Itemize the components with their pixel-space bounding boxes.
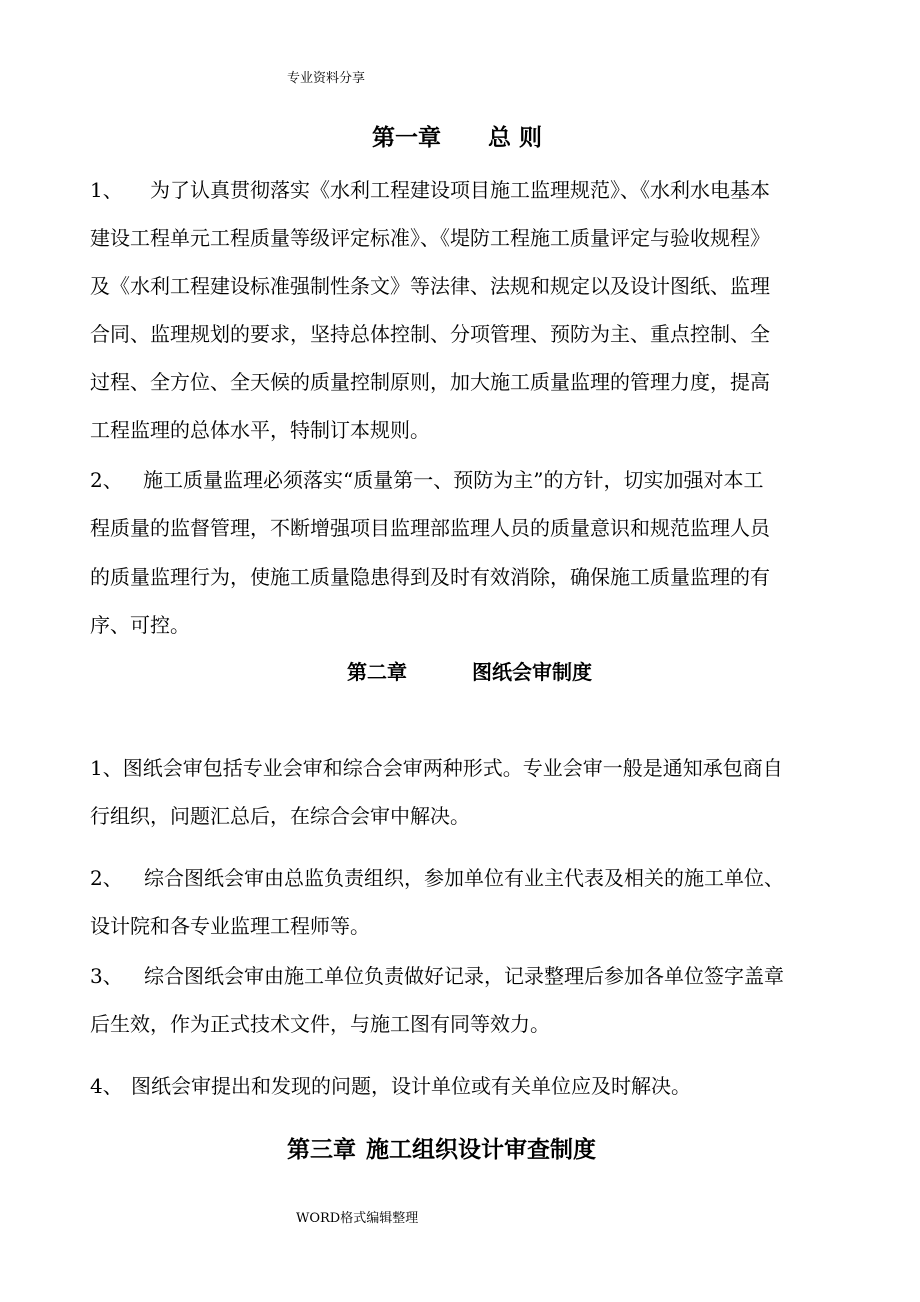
paragraph-line: 1、图纸会审包括专业会审和综合会审两种形式。专业会审一般是通知承包商自 [90,756,783,780]
paragraph-line: 合同、监理规划的要求，坚持总体控制、分项管理、预防为主、重点控制、全 [90,322,770,346]
item-number: 4、 [90,1074,123,1098]
page-header-label: 专业资料分享 [287,71,366,86]
chapter-3-number: 第三章 [287,1137,356,1163]
paragraph-line: 综合图纸会审由施工单位负责做好记录，记录整理后参加各单位签字盖章 [144,964,784,988]
paragraph-line: 建设工程单元工程质量等级评定标准》、《堤防工程施工质量评定与验收规程》 [90,226,770,250]
item-number: 3、 [90,964,123,988]
paragraph-line: 为了认真贯彻落实《水利工程建设项目施工监理规范》、《水利水电基本 [150,178,770,202]
paragraph-line: 过程、全方位、全天候的质量控制原则，加大施工质量监理的管理力度，提高 [90,370,770,394]
paragraph-line: 后生效，作为正式技术文件，与施工图有同等效力。 [90,1012,550,1036]
paragraph-line: 行组织，问题汇总后，在综合会审中解决。 [90,804,470,828]
paragraph-line: 综合图纸会审由总监负责组织，参加单位有业主代表及相关的施工单位、 [144,866,784,890]
chapter-2-title: 图纸会审制度 [472,660,592,684]
page-footer-label: WORD格式编辑整理 [296,1211,419,1226]
paragraph-line: 设计院和各专业监理工程师等。 [90,914,370,938]
paragraph-line: 及《水利工程建设标准强制性条文》等法律、法规和规定以及设计图纸、监理 [90,274,770,298]
item-number: 2、 [90,866,123,890]
paragraph-line: 序、可控。 [90,613,190,637]
chapter-1-title: 总 则 [488,125,543,151]
paragraph-line: 施工质量监理必须落实“质量第一、预防为主”的方针，切实加强对本工 [143,468,764,492]
paragraph-line: 程质量的监督管理，不断增强项目监理部监理人员的质量意识和规范监理人员 [90,516,770,540]
chapter-3-title: 施工组织设计审查制度 [366,1137,596,1163]
chapter-2-number: 第二章 [347,660,407,684]
paragraph-line: 图纸会审提出和发现的问题，设计单位或有关单位应及时解决。 [131,1074,691,1098]
paragraph-line: 的质量监理行为，使施工质量隐患得到及时有效消除，确保施工质量监理的有 [90,565,770,589]
chapter-1-number: 第一章 [372,125,441,151]
item-number: 2、 [90,468,123,492]
paragraph-line: 工程监理的总体水平，特制订本规则。 [90,418,430,442]
item-number: 1、 [90,178,123,202]
